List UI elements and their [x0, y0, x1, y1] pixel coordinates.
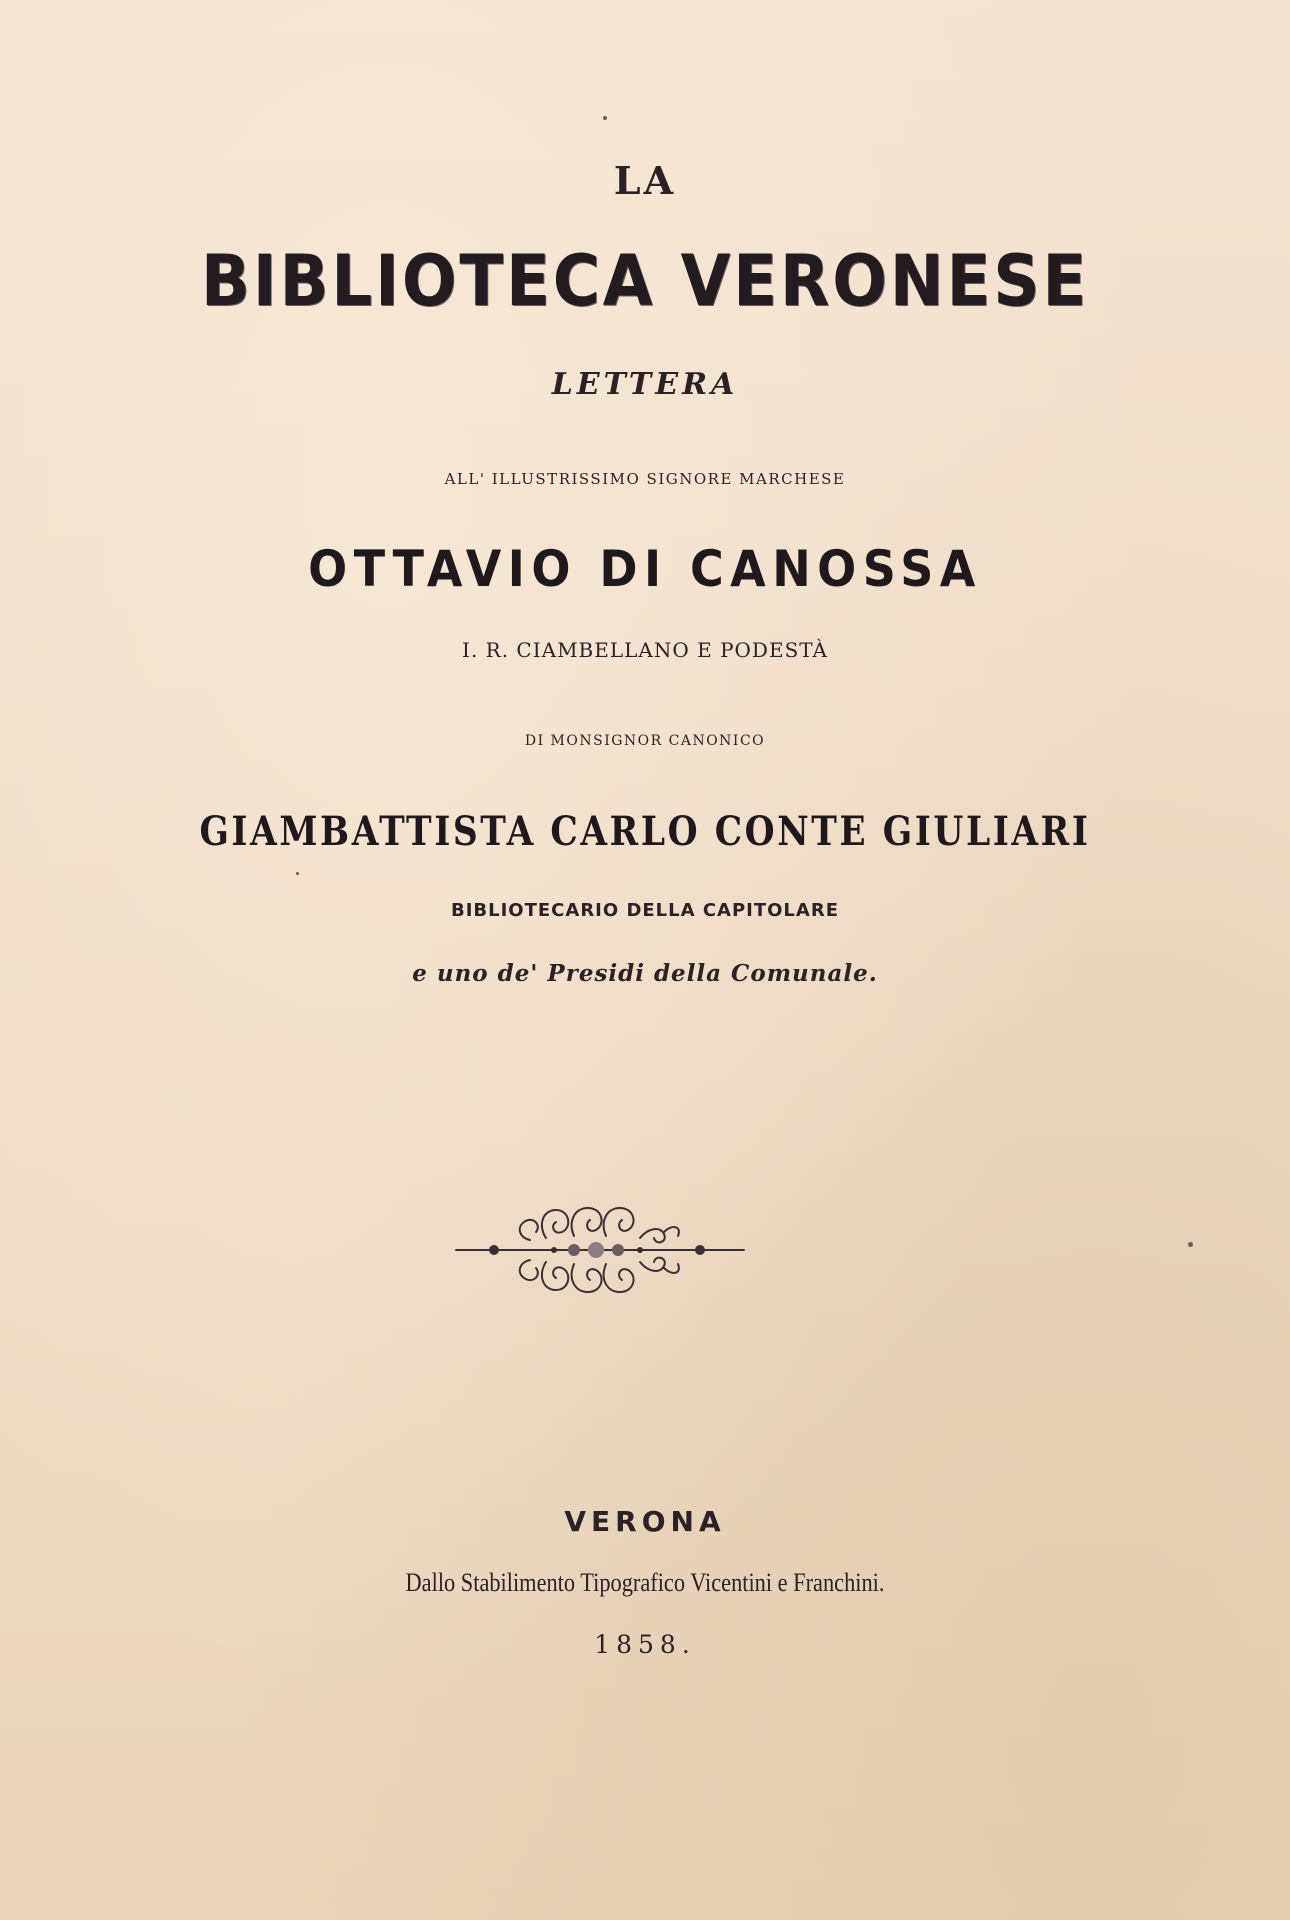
- imprint-year: 1858.: [594, 1630, 696, 1659]
- dedicatee-role: I. R. CIAMBELLANO E PODESTÀ: [462, 638, 828, 662]
- paper-speck: [296, 872, 299, 875]
- imprint-city: VERONA: [564, 1505, 726, 1538]
- title-article: LA: [613, 158, 677, 203]
- page-title: BIBLIOTECA VERONESE: [200, 240, 1090, 322]
- author-role-secondary: e uno de' Presidi della Comunale.: [412, 960, 878, 987]
- subtitle-lettera: LETTERA: [551, 367, 739, 402]
- author-name: GIAMBATTISTA CARLO CONTE GIULIARI: [199, 808, 1091, 855]
- paper-speck: [603, 116, 607, 120]
- author-role: BIBLIOTECARIO DELLA CAPITOLARE: [451, 900, 839, 921]
- paper-speck: [1188, 1242, 1193, 1247]
- flourish-ornament-icon: [450, 1190, 750, 1310]
- imprint-printer: Dallo Stabilimento Tipografico Vicentini e Franchini.: [405, 1568, 885, 1597]
- dedication-intro: ALL' ILLUSTRISSIMO SIGNORE MARCHESE: [444, 470, 846, 488]
- dedicatee-name: OTTAVIO DI CANOSSA: [308, 540, 982, 598]
- author-intro: DI MONSIGNOR CANONICO: [524, 733, 766, 749]
